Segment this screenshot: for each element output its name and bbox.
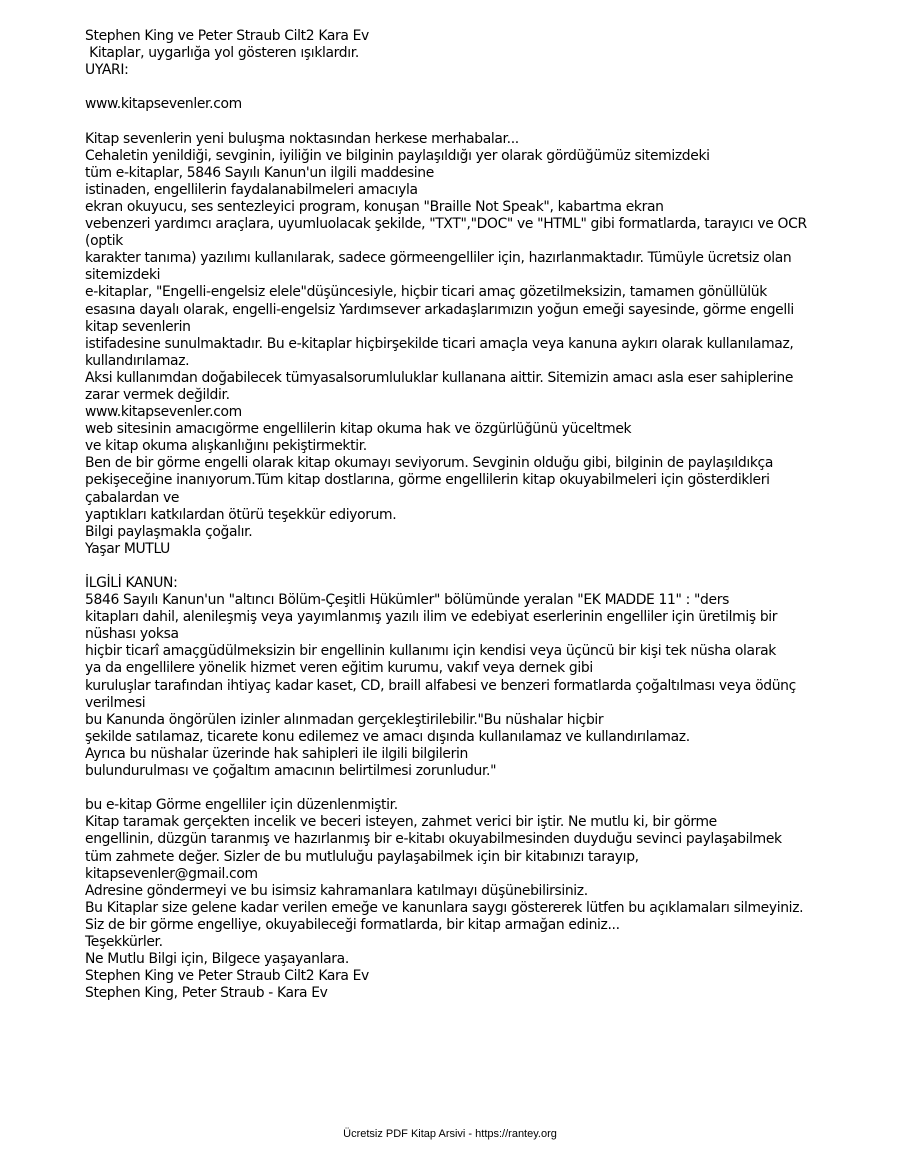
text-line: esasına dayalı olarak, engelli-engelsiz Yardımsever arkadaşlarımızın yoğun emeği sayesinde, görme engelli xyxy=(85,301,794,318)
text-line: Teşekkürler. xyxy=(85,933,163,950)
text-line: Yaşar MUTLU xyxy=(85,540,170,557)
text-line: karakter tanıma) yazılımı kullanılarak, sadece görmeengelliler için, hazırlanmaktadır. Tümüyle ücretsiz olan xyxy=(85,250,792,267)
text-line: tüm zahmete değer. Sizler de bu mutluluğu paylaşabilmek için bir kitabınızı tarayıp, xyxy=(85,848,639,865)
text-line: sitemizdeki xyxy=(85,267,161,284)
text-line: çabalardan ve xyxy=(85,489,180,506)
document-body xyxy=(85,28,875,1002)
text-line: verilmesi xyxy=(85,694,146,711)
text-line: ve kitap okuma alışkanlığını pekiştirmektir. xyxy=(85,438,367,455)
text-line: Kitap sevenlerin yeni buluşma noktasından herkese merhabalar... xyxy=(85,130,519,147)
text-line: bulundurulması ve çoğaltım amacının belirtilmesi zorunludur." xyxy=(85,763,497,780)
text-line: nüshası yoksa xyxy=(85,626,179,643)
text-line: vebenzeri yardımcı araçlara, uyumluolacak şekilde, "TXT","DOC" ve "HTML" gibi formatlarda, tarayıcı ve OCR xyxy=(85,216,807,233)
text-line: İLGİLİ KANUN: xyxy=(85,575,178,591)
text-line: 5846 Sayılı Kanun'un "altıncı Bölüm-Çeşitli Hükümler" bölümünde yeralan "EK MADDE 11" : "ders xyxy=(85,592,729,609)
text-line: engellinin, düzgün taranmış ve hazırlanmış bir e-kitabı okuyabilmesinden duyduğu sevinci paylaşabilmek xyxy=(85,831,782,848)
text-line: ya da engellilere yönelik hizmet veren eğitim kurumu, vakıf veya dernek gibi xyxy=(85,660,593,677)
text-line: web sitesinin amacıgörme engellilerin kitap okuma hak ve özgürlüğünü yüceltmek xyxy=(85,421,632,438)
text-line: Stephen King ve Peter Straub Cilt2 Kara Ev xyxy=(85,28,369,44)
text-line: www.kitapsevenler.com xyxy=(85,96,242,113)
text-line: bu Kanunda öngörülen izinler alınmadan gerçekleştirilebilir."Bu nüshalar hiçbir xyxy=(85,711,604,728)
text-line: Kitap taramak gerçekten incelik ve beceri isteyen, zahmet verici bir iştir. Ne mutlu ki, bir görme xyxy=(85,814,717,831)
text-line: Ne Mutlu Bilgi için, Bilgece yaşayanlara. xyxy=(85,951,349,968)
text-line: şekilde satılamaz, ticarete konu edilemez ve amacı dışında kullanılamaz ve kullandırılamaz. xyxy=(85,728,690,745)
text-line: Aksi kullanımdan doğabilecek tümyasalsorumluluklar kullanana aittir. Sitemizin amacı asla eser sahiplerine xyxy=(85,369,794,386)
text-line: hiçbir ticarî amaçgüdülmeksizin bir engellinin kullanımı için kendisi veya üçüncü bir kişi tek nüsha olarak xyxy=(85,643,776,660)
text-line: bu e-kitap Görme engelliler için düzenlenmiştir. xyxy=(85,797,398,814)
text-line: kitapsevenler@gmail.com xyxy=(85,865,258,882)
text-line: UYARI: xyxy=(85,62,129,79)
text-line: Adresine göndermeyi ve bu isimsiz kahramanlara katılmayı düşünebilirsiniz. xyxy=(85,882,588,899)
text-line xyxy=(85,113,875,130)
text-line: ekran okuyucu, ses sentezleyici program, konuşan "Braille Not Speak", kabartma ekran xyxy=(85,198,664,215)
text-line: Bu Kitaplar size gelene kadar verilen emeğe ve kanunlara saygı göstererek lütfen bu açıklamaları silmeyiniz. xyxy=(85,899,804,916)
text-line: e-kitaplar, "Engelli-engelsiz elele"düşüncesiyle, hiçbir ticari amaç gözetilmeksizin, tamamen gönüllülük xyxy=(85,284,767,301)
text-line: Ben de bir görme engelli olarak kitap okumayı seviyorum. Sevginin olduğu gibi, bilginin de paylaşıldıkça xyxy=(85,455,773,472)
text-line xyxy=(85,780,875,797)
text-line: kuruluşlar tarafından ihtiyaç kadar kaset, CD, braill alfabesi ve benzeri formatlarda çoğaltılması veya ödünç xyxy=(85,677,796,694)
text-line: www.kitapsevenler.com xyxy=(85,404,242,421)
text-line xyxy=(85,558,875,575)
text-line: (optik xyxy=(85,233,123,250)
text-line: Siz de bir görme engelliye, okuyabileceği formatlarda, bir kitap armağan ediniz... xyxy=(85,916,620,933)
text-line: kitapları dahil, alenileşmiş veya yayımlanmış yazılı ilim ve edebiyat eserlerinin engelliler için üretilmiş bir xyxy=(85,609,778,626)
text-line: istinaden, engellilerin faydalanabilmeleri amacıyla xyxy=(85,181,418,198)
text-line xyxy=(85,79,875,96)
text-line: tüm e-kitaplar, 5846 Sayılı Kanun'un ilgili maddesine xyxy=(85,164,434,181)
text-line: zarar vermek değildir. xyxy=(85,386,230,403)
text-line: kullandırılamaz. xyxy=(85,352,190,369)
text-line: kitap sevenlerin xyxy=(85,318,191,335)
text-line: Kitaplar, uygarlığa yol gösteren ışıklardır. xyxy=(85,45,359,62)
page-footer: Ücretsiz PDF Kitap Arsivi - https://rantey.org xyxy=(343,1128,557,1140)
text-line: yaptıkları katkılardan ötürü teşekkür ediyorum. xyxy=(85,506,397,523)
text-line: Ayrıca bu nüshalar üzerinde hak sahipleri ile ilgili bilgilerin xyxy=(85,745,468,762)
text-line: Stephen King ve Peter Straub Cilt2 Kara Ev xyxy=(85,968,369,985)
text-line: istifadesine sunulmaktadır. Bu e-kitaplar hiçbirşekilde ticari amaçla veya kanuna aykırı olarak kullanılamaz, xyxy=(85,335,794,352)
text-line: Bilgi paylaşmakla çoğalır. xyxy=(85,523,253,540)
text-line: pekişeceğine inanıyorum.Tüm kitap dostlarına, görme engellilerin kitap okuyabilmeleri için gösterdikleri xyxy=(85,472,770,489)
document-page xyxy=(85,28,875,1002)
text-line: Cehaletin yenildiği, sevginin, iyiliğin ve bilginin paylaşıldığı yer olarak gördüğümüz sitemizdeki xyxy=(85,147,710,164)
text-line: Stephen King, Peter Straub - Kara Ev xyxy=(85,985,328,1002)
